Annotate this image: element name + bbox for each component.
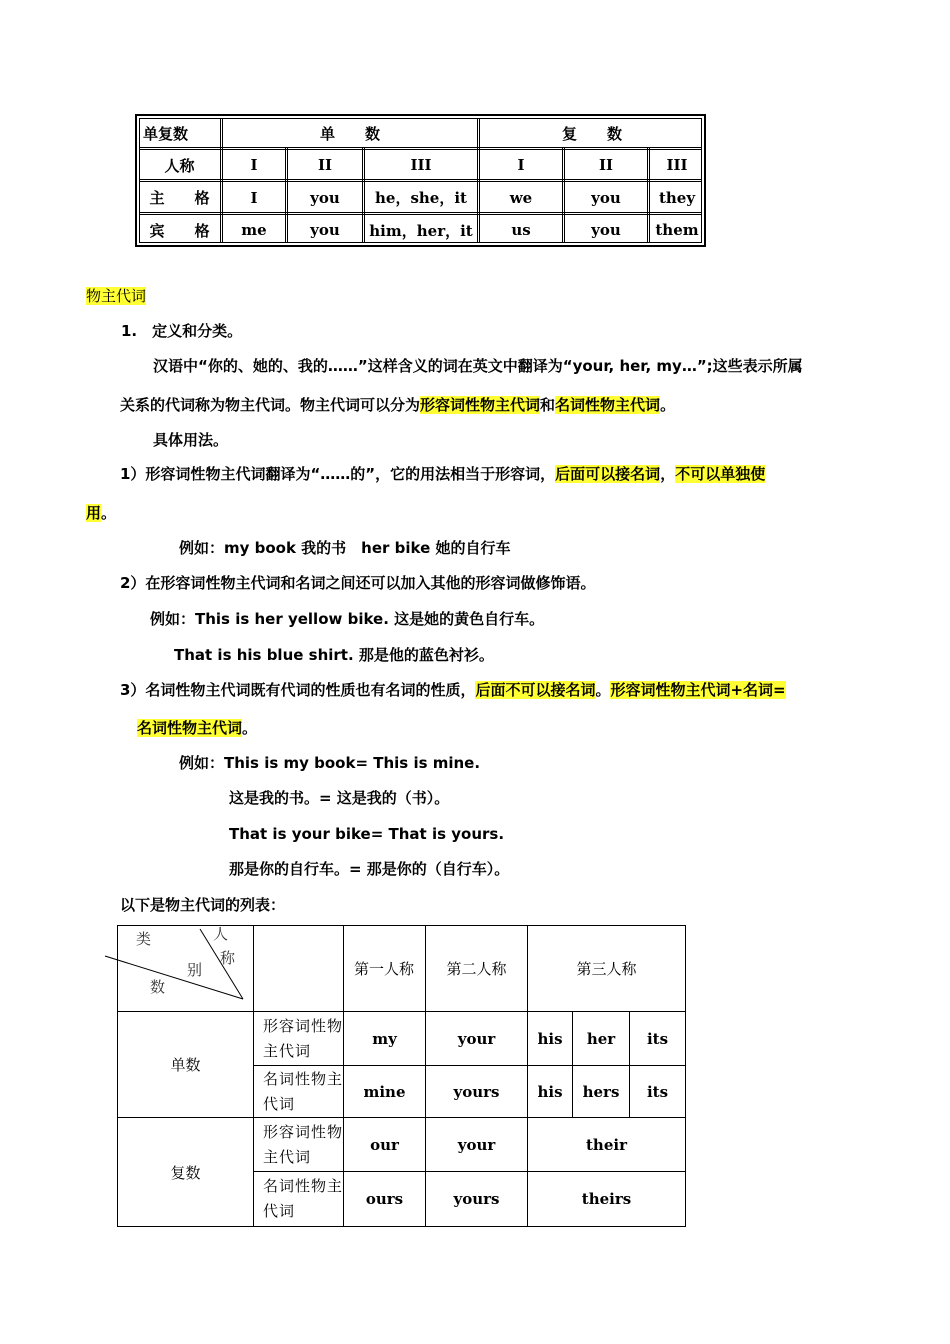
plural-header: 复 数 [561, 124, 622, 143]
rule3-example-3: That is your bike= That is yours. [229, 825, 505, 843]
rule3-line1: 3）名词性物主代词既有代词的性质也有名词的性质，后面不可以接名词。形容词性物主代词+名词= [120, 681, 786, 699]
diag-bie: 别 [187, 961, 203, 979]
rule1-line2: 用。 [86, 504, 117, 522]
person-col-5: II [598, 156, 614, 174]
diagonal-header-line [105, 925, 255, 1012]
person-label: 人称 [164, 156, 195, 175]
noun-possessive-label: 名词性物主代词 [263, 1069, 344, 1113]
nominative-cell: you [591, 188, 621, 207]
table-cell: their [586, 1135, 627, 1154]
person-col-6: III [666, 156, 688, 174]
person-col-1: I [250, 156, 258, 174]
rule1-line1: 1）形容词性物主代词翻译为“……的”，它的用法相当于形容词，后面可以接名词，不可以单独使 [120, 465, 766, 483]
diag-cheng: 称 [220, 949, 236, 967]
plural-label: 复数 [170, 1163, 201, 1182]
table-cell: its [646, 1082, 669, 1101]
table-cell: his [537, 1029, 563, 1048]
objective-cell: him，her，it [369, 221, 473, 240]
singular-label: 单数 [170, 1056, 201, 1074]
table-cell: her [586, 1029, 616, 1048]
rule1-example: 例如：my book 我的书 her bike 她的自行车 [179, 539, 511, 557]
first-person-header: 第一人称 [353, 960, 414, 978]
table-cell: yours [453, 1190, 500, 1208]
nominative-cell: we [509, 188, 533, 207]
nominative-cell: you [310, 188, 340, 207]
table-cell: hers [582, 1082, 620, 1101]
second-person-header: 第二人称 [446, 959, 507, 978]
rule2-example-1: 例如：This is her yellow bike. 这是她的黄色自行车。 [150, 610, 545, 628]
table-cell: its [646, 1029, 669, 1048]
diag-ren: 人 [213, 925, 229, 943]
adjective-possessive-label: 形容词性物主代词 [263, 1122, 344, 1166]
rule2-text: 2）在形容词性物主代词和名词之间还可以加入其他的形容词做修饰语。 [120, 574, 596, 592]
table-cell: mine [363, 1082, 406, 1101]
person-col-2: II [317, 156, 333, 174]
rule3-line2: 名词性物主代词。 [137, 719, 258, 737]
objective-cell: us [511, 221, 531, 239]
table-cell: yours [453, 1082, 500, 1101]
noun-possessive-label: 名词性物主代词 [263, 1177, 344, 1220]
third-person-header: 第三人称 [576, 959, 637, 978]
objective-cell: them [655, 221, 699, 239]
objective-cell: me [241, 221, 267, 239]
usage-heading: 具体用法。 [153, 431, 229, 449]
nominative-cell: they [658, 188, 696, 207]
item1-heading: 1. 定义和分类。 [121, 322, 243, 340]
nominative-label: 主 格 [149, 189, 210, 207]
table-cell: my [372, 1029, 397, 1048]
diag-shu: 数 [150, 978, 166, 996]
possessive-pronoun-table [117, 925, 686, 1227]
corner-label: 单复数 [143, 124, 189, 143]
intro-line-2: 关系的代词称为物主代词。物主代词可以分为形容词性物主代词和名词性物主代词。 [120, 396, 676, 414]
personal-pronoun-table [135, 114, 706, 247]
rule3-example-2: 这是我的书。= 这是我的（书）。 [229, 789, 450, 807]
table-cell: ours [365, 1190, 404, 1208]
objective-label: 宾 格 [149, 221, 210, 240]
table-cell: our [370, 1135, 399, 1154]
table-cell: his [537, 1082, 563, 1101]
section-title: 物主代词 [86, 287, 147, 305]
adjective-possessive-label: 形容词性物主代词 [263, 1016, 344, 1060]
person-col-4: I [517, 156, 525, 174]
singular-header: 单 数 [319, 124, 380, 143]
rule3-example-4: 那是你的自行车。= 那是你的（自行车）。 [229, 860, 510, 878]
rule2-example-2: That is his blue shirt. 那是他的蓝色衬衫。 [174, 646, 494, 664]
table-cell: your [457, 1029, 496, 1048]
table-cell: your [457, 1135, 496, 1154]
objective-cell: you [591, 221, 621, 239]
nominative-cell: I [250, 188, 258, 207]
objective-cell: you [310, 221, 340, 239]
table-cell: theirs [581, 1190, 632, 1208]
rule3-example-1: 例如：This is my book= This is mine. [179, 754, 481, 772]
person-col-3: III [410, 156, 432, 174]
intro-line-1: 汉语中“你的、她的、我的……”这样含义的词在英文中翻译为“your, her, my…”;这些表示所属 [153, 357, 803, 375]
nominative-cell: he，she，it [375, 189, 467, 207]
table2-intro: 以下是物主代词的列表： [120, 896, 286, 914]
diag-lei: 类 [136, 930, 152, 948]
